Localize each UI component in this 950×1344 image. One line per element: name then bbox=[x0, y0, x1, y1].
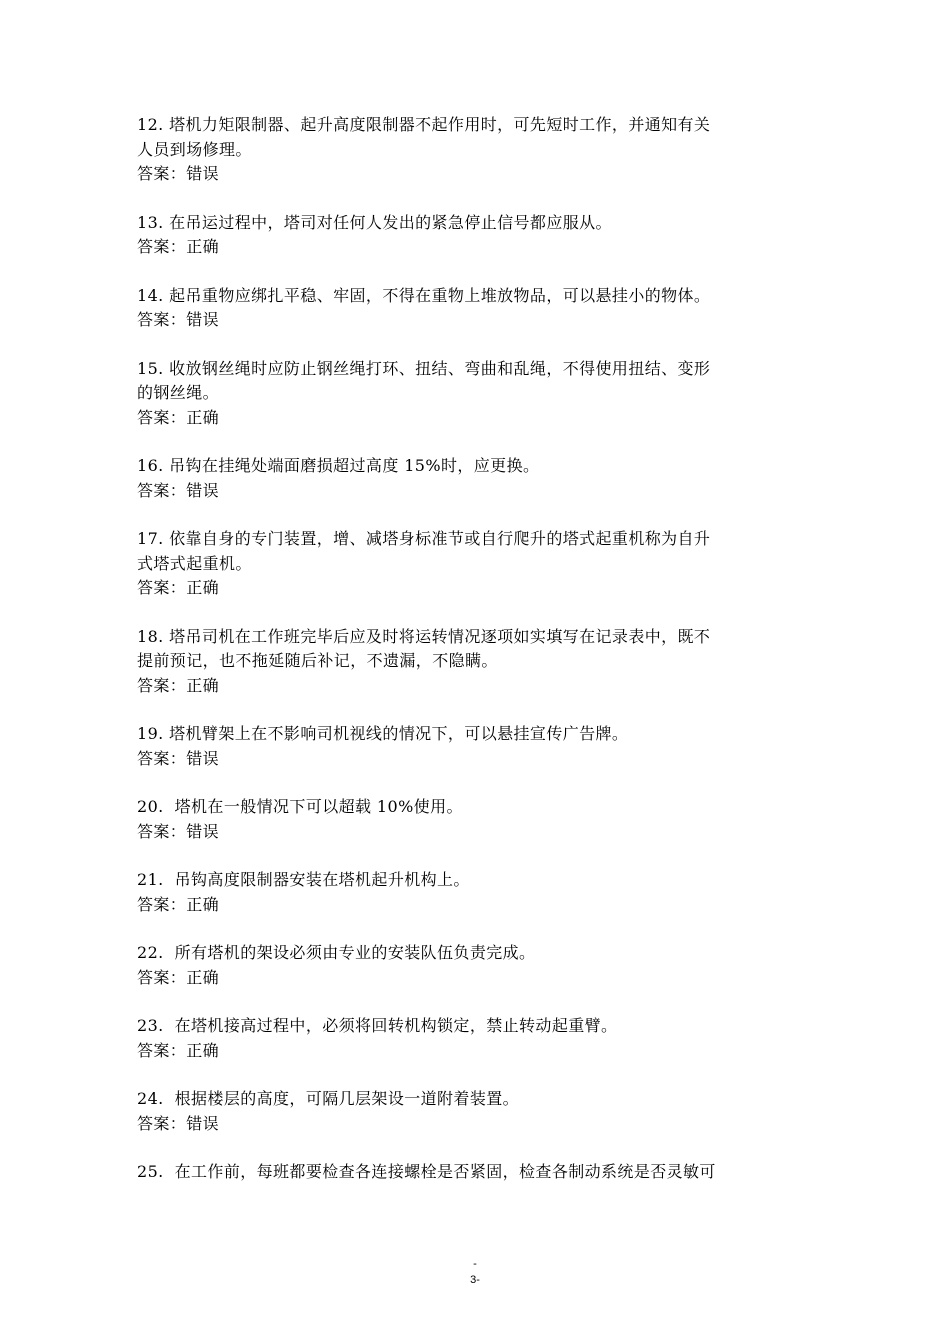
question-text-line: 13. 在吊运过程中，塔司对任何人发出的紧急停止信号都应服从。 bbox=[137, 212, 612, 232]
question-text-line: 人员到场修理。 bbox=[137, 139, 252, 159]
question-text-line: 18. 塔吊司机在工作班完毕后应及时将运转情况逐项如实填写在记录表中，既不 bbox=[137, 626, 711, 646]
question-text-line: 16. 吊钩在挂绳处端面磨损超过高度 15%时，应更换。 bbox=[137, 456, 540, 475]
page-number: 3- bbox=[470, 1274, 480, 1286]
answer-text: 答案：正确 bbox=[137, 237, 220, 256]
answer-text: 答案：错误 bbox=[137, 1113, 220, 1133]
question-text-line: 22. 所有塔机的架设必须由专业的安装队伍负责完成。 bbox=[137, 943, 536, 962]
question-item bbox=[137, 113, 807, 187]
question-text-line: 23. 在塔机接高过程中，必须将回转机构锁定，禁止转动起重臂。 bbox=[137, 1016, 618, 1035]
question-item bbox=[137, 1087, 807, 1136]
question-text-line: 17. 依靠自身的专门装置，增、减塔身标准节或自行爬升的塔式起重机称为自升 bbox=[137, 529, 711, 548]
question-text-line: 14. 起吊重物应绑扎平稳、牢固，不得在重物上堆放物品，可以悬挂小的物体。 bbox=[137, 285, 711, 305]
question-text-line: 24. 根据楼层的高度，可隔几层架设一道附着装置。 bbox=[137, 1089, 520, 1108]
question-item bbox=[137, 211, 807, 260]
question-item bbox=[137, 1014, 807, 1063]
footer-dash: - bbox=[473, 1258, 477, 1270]
answer-text: 答案：错误 bbox=[137, 164, 220, 183]
question-text-line: 式塔式起重机。 bbox=[137, 553, 252, 573]
answer-text: 答案：正确 bbox=[137, 578, 220, 597]
question-item bbox=[137, 1160, 807, 1185]
question-item bbox=[137, 357, 807, 431]
question-item bbox=[137, 454, 807, 503]
question-text-line: 15. 收放钢丝绳时应防止钢丝绳打环、扭结、弯曲和乱绳，不得使用扭结、变形 bbox=[137, 358, 711, 378]
question-item bbox=[137, 625, 807, 699]
question-item bbox=[137, 527, 807, 601]
question-text-line: 19. 塔机臂架上在不影响司机视线的情况下，可以悬挂宣传广告牌。 bbox=[137, 724, 629, 743]
answer-text: 答案：正确 bbox=[137, 1040, 220, 1060]
answer-text: 答案：错误 bbox=[137, 821, 220, 841]
answer-text: 答案：错误 bbox=[137, 480, 220, 500]
answer-text: 答案：错误 bbox=[137, 310, 220, 329]
question-text-line: 25. 在工作前，每班都要检查各连接螺栓是否紧固，检查各制动系统是否灵敏可 bbox=[137, 1162, 716, 1181]
answer-text: 答案：正确 bbox=[137, 675, 220, 695]
answer-text: 答案：正确 bbox=[137, 967, 220, 987]
question-text-line: 20. 塔机在一般情况下可以超载 10%使用。 bbox=[137, 797, 463, 816]
answer-text: 答案：正确 bbox=[137, 894, 220, 914]
answer-text: 答案：错误 bbox=[137, 748, 220, 768]
question-text-line: 12. 塔机力矩限制器、起升高度限制器不起作用时，可先短时工作，并通知有关 bbox=[137, 115, 711, 134]
question-text-line: 提前预记，也不拖延随后补记，不遗漏，不隐瞒。 bbox=[137, 651, 498, 670]
question-item bbox=[137, 868, 807, 917]
question-item bbox=[137, 284, 807, 333]
answer-text: 答案：正确 bbox=[137, 407, 220, 427]
question-list bbox=[137, 113, 807, 1209]
question-item bbox=[137, 795, 807, 844]
question-item bbox=[137, 722, 807, 771]
question-item bbox=[137, 941, 807, 990]
question-text-line: 的钢丝绳。 bbox=[137, 383, 220, 402]
question-text-line: 21. 吊钩高度限制器安装在塔机起升机构上。 bbox=[137, 870, 470, 889]
